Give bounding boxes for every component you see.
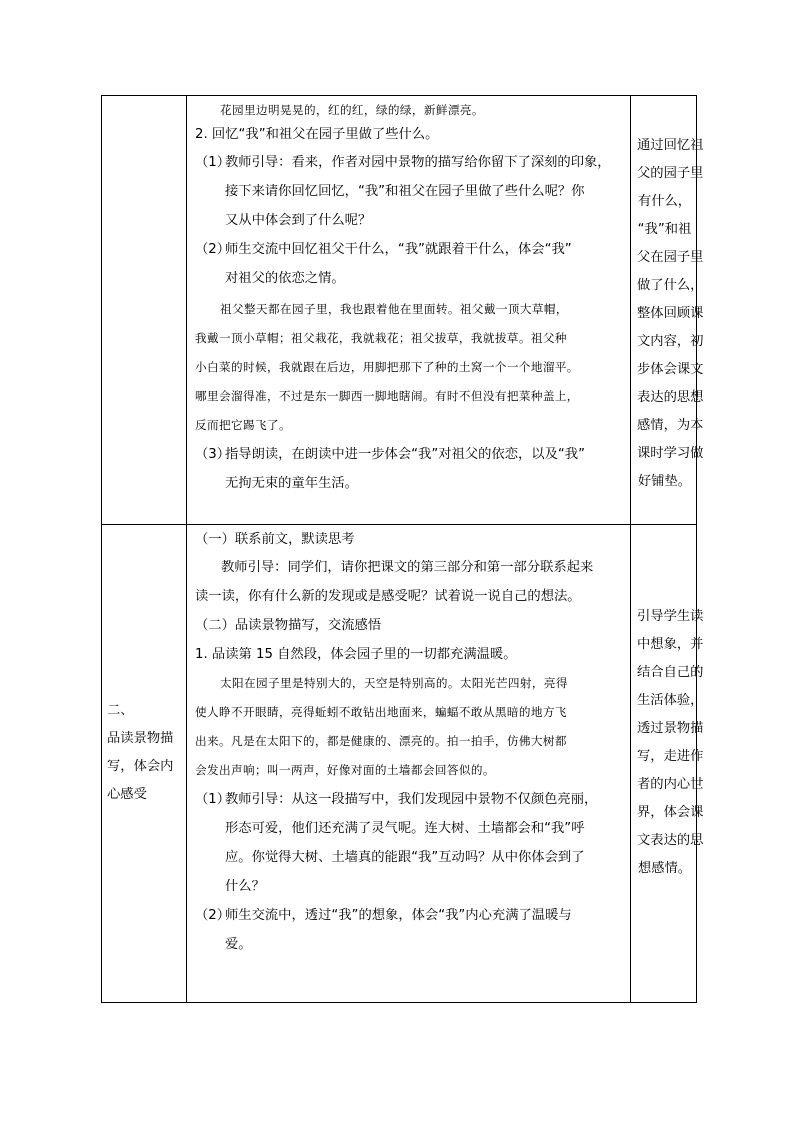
process-cell: [187, 525, 631, 1003]
section-cell: [102, 96, 187, 525]
teaching-step: （1） 教师引导：看来，作者对园中景物的描写给你留下了深刻的印象， 接下来请你回忆回忆，“我”和祖父在园子里做了些什么呢？你 又从中体会到了什么呢？: [195, 155, 611, 228]
part-title: （一）联系前文，默读思考: [195, 532, 355, 547]
teaching-step: （1） 教师引导：从这一段描写中，我们发现园中景物不仅颜色亮丽， 形态可爱，他们还充满了灵气呢。连大树、土墙都会和“我”呼 应。你觉得大树、土墙真的能跟“我”互动吗？从中你体会到了 什么？: [195, 792, 598, 894]
teaching-step: （2） 师生交流中回忆祖父干什么，“我”就跟着干什么，体会“我” 对祖父的依恋之情。: [195, 242, 572, 286]
design-intent-cell: 通过回忆祖 父的园子里 有什么， “我”和祖 父在园子里 做了什么， 整体回顾课 文内容，初 步体会课文 表达的思想 感情，为本 课时学习做 好铺垫。: [631, 96, 697, 525]
quote-text: 花园里边明晃晃的，红的红，绿的绿，新鲜漂亮。: [220, 103, 484, 117]
process-cell: [187, 96, 631, 525]
teaching-step: （2） 师生交流中，透过“我”的想象，体会“我”内心充满了温暖与 爱。: [195, 908, 572, 952]
part-title: （二）品读景物描写，交流感悟: [195, 618, 382, 633]
lesson-plan-table: [101, 95, 704, 1003]
quote-block: 太阳在园子里是特别大的，天空是特别高的。太阳光芒四射，亮得 使人睁不开眼睛，亮得蚯蚓不敢钻出地面来，蝙蝠不敢从黑暗的地方飞 出来。凡是在太阳下的，都是健康的、漂亮的。拍一拍手，仿佛大树都 会发出声响；叫一两声，好像对面的土墙都会回答似的。: [195, 676, 568, 777]
table-row: [102, 96, 697, 525]
quote-block: 祖父整天都在园子里，我也跟着他在里面转。祖父戴一顶大草帽， 我戴一顶小草帽；祖父栽花，我就栽花；祖父拔草，我就拔草。祖父种 小白菜的时候，我就跟在后边，用脚把那下了种的土窝一个一个地溜平。 哪里会溜得准，不过是东一脚西一脚地瞎闹。有时不但没有把菜种盖上， 反而把它踢飞了。: [195, 302, 579, 432]
teaching-step: （3） 指导朗读，在朗读中进一步体会“我”对祖父的依恋，以及“我” 无拘无束的童年生活。: [195, 447, 585, 491]
table-row: [102, 525, 697, 1003]
paragraph: 教师引导：同学们，请你把课文的第三部分和第一部分联系起来 读一读，你有什么新的发现或是感受呢？试着说一说自己的想法。: [195, 560, 594, 604]
design-intent-cell: 引导学生读 中想象，并 结合自己的 生活体验， 透过景物描 写，走进作 者的内心世 界，体会课 文表达的思 想感情。: [631, 525, 697, 1003]
item-title: 1. 品读第 15 自然段，体会园子里的一切都充满温暖。: [195, 647, 517, 662]
item-title: 2. 回忆“我”和祖父在园子里做了些什么。: [195, 127, 439, 142]
section-cell: 二、 品读景物描 写，体会内 心感受: [102, 525, 187, 1003]
